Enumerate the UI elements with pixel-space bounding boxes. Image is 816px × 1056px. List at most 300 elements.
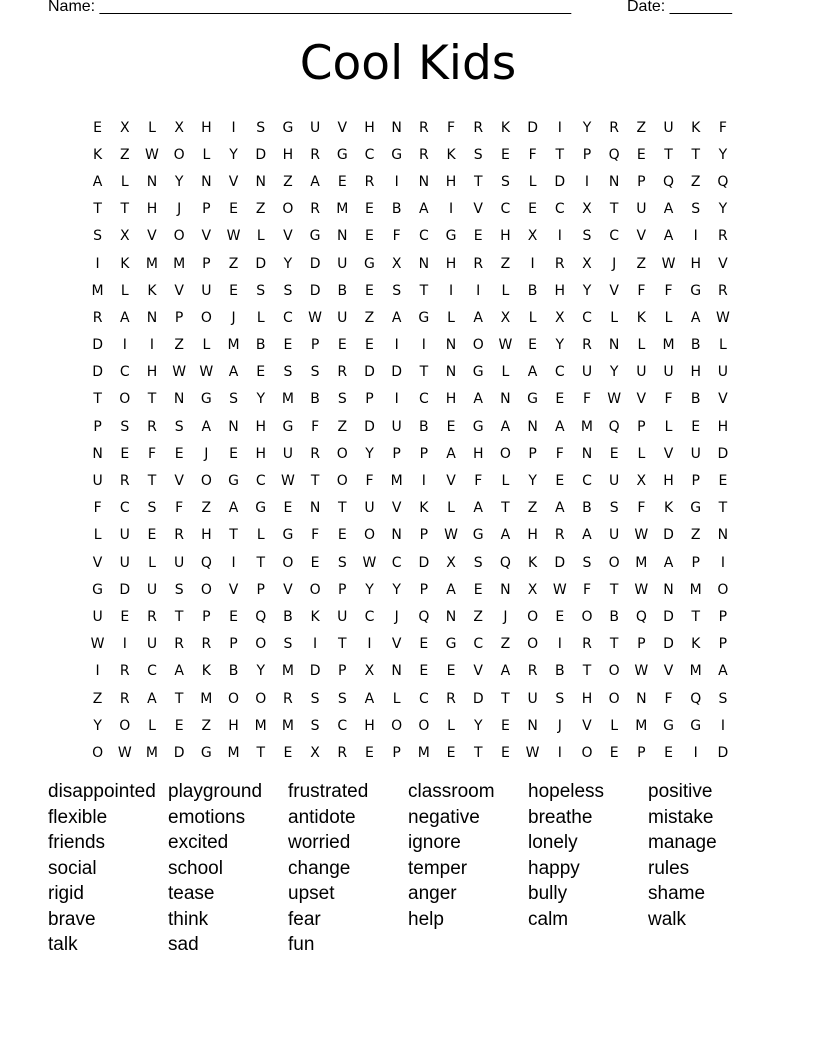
grid-letter[interactable]: C xyxy=(582,309,592,326)
grid-letter[interactable]: D xyxy=(255,255,267,272)
grid-letter[interactable]: U xyxy=(663,364,674,381)
grid-letter[interactable]: P xyxy=(202,255,211,272)
grid-letter[interactable]: C xyxy=(554,201,565,218)
grid-letter[interactable]: U xyxy=(309,119,321,136)
grid-letter[interactable]: M xyxy=(635,554,648,571)
grid-letter[interactable]: V xyxy=(391,500,402,517)
grid-letter[interactable]: S xyxy=(582,228,592,245)
grid-letter[interactable]: A xyxy=(228,364,239,381)
grid-letter[interactable]: U xyxy=(527,690,538,707)
grid-letter[interactable]: I xyxy=(557,119,562,136)
grid-letter[interactable]: R xyxy=(119,663,130,680)
grid-letter[interactable]: H xyxy=(255,445,266,462)
grid-letter[interactable]: P xyxy=(528,445,537,462)
grid-letter[interactable]: C xyxy=(418,391,429,408)
grid-letter[interactable]: Q xyxy=(608,146,620,163)
grid-letter[interactable]: L xyxy=(256,309,265,326)
grid-letter[interactable]: T xyxy=(609,581,619,598)
grid-letter[interactable]: R xyxy=(582,337,592,354)
grid-letter[interactable]: F xyxy=(175,500,184,517)
grid-letter[interactable]: R xyxy=(201,636,212,653)
grid-letter[interactable]: I xyxy=(557,636,562,653)
grid-letter[interactable]: O xyxy=(527,608,539,625)
grid-letter[interactable]: A xyxy=(147,690,157,707)
grid-letter[interactable]: K xyxy=(663,500,674,517)
grid-letter[interactable]: A xyxy=(473,391,483,408)
grid-letter[interactable]: E xyxy=(500,146,510,163)
grid-letter[interactable]: F xyxy=(528,146,537,163)
grid-letter[interactable]: M xyxy=(281,717,294,734)
grid-letter[interactable]: D xyxy=(472,690,484,707)
grid-letter[interactable]: J xyxy=(503,608,508,625)
grid-letter[interactable]: N xyxy=(581,445,593,462)
grid-letter[interactable]: I xyxy=(95,255,100,272)
grid-letter[interactable]: M xyxy=(689,663,702,680)
grid-letter[interactable]: Z xyxy=(174,337,184,354)
grid-letter[interactable]: S xyxy=(283,636,293,653)
grid-letter[interactable]: C xyxy=(473,636,484,653)
grid-letter[interactable]: Z xyxy=(92,690,103,707)
grid-letter[interactable]: H xyxy=(364,717,375,734)
grid-letter[interactable]: I xyxy=(693,228,698,245)
grid-letter[interactable]: O xyxy=(200,473,212,490)
grid-letter[interactable]: D xyxy=(554,173,566,190)
grid-letter[interactable]: Z xyxy=(228,255,239,272)
grid-letter[interactable]: P xyxy=(392,744,401,761)
grid-letter[interactable]: T xyxy=(174,690,184,707)
grid-letter[interactable]: E xyxy=(337,337,347,354)
grid-letter[interactable]: W xyxy=(634,527,649,544)
grid-letter[interactable]: P xyxy=(202,201,211,218)
grid-letter[interactable]: T xyxy=(147,473,157,490)
grid-letter[interactable]: V xyxy=(636,228,647,245)
grid-letter[interactable]: I xyxy=(394,173,399,190)
grid-letter[interactable]: D xyxy=(391,364,403,381)
grid-letter[interactable]: Q xyxy=(255,608,267,625)
grid-letter[interactable]: E xyxy=(446,418,456,435)
grid-letter[interactable]: G xyxy=(255,500,267,517)
grid-letter[interactable]: X xyxy=(554,309,565,326)
grid-letter[interactable]: K xyxy=(201,663,211,680)
grid-letter[interactable]: A xyxy=(446,581,456,598)
grid-letter[interactable]: K xyxy=(691,119,701,136)
grid-letter[interactable]: C xyxy=(582,473,592,490)
grid-letter[interactable]: E xyxy=(283,500,293,517)
grid-letter[interactable]: R xyxy=(473,255,484,272)
grid-letter[interactable]: G xyxy=(200,744,212,761)
grid-letter[interactable]: G xyxy=(336,146,348,163)
grid-letter[interactable]: R xyxy=(554,255,565,272)
grid-letter[interactable]: K xyxy=(120,255,130,272)
grid-letter[interactable]: J xyxy=(557,717,562,734)
grid-letter[interactable]: N xyxy=(418,173,430,190)
grid-letter[interactable]: L xyxy=(719,337,727,354)
grid-letter[interactable]: W xyxy=(280,473,295,490)
grid-letter[interactable]: L xyxy=(120,282,129,299)
grid-letter[interactable]: S xyxy=(691,201,701,218)
grid-letter[interactable]: N xyxy=(608,337,620,354)
grid-letter[interactable]: I xyxy=(394,391,399,408)
grid-letter[interactable]: V xyxy=(337,119,348,136)
grid-letter[interactable]: K xyxy=(93,146,103,163)
grid-letter[interactable]: Q xyxy=(418,608,430,625)
grid-letter[interactable]: U xyxy=(337,255,348,272)
grid-letter[interactable]: M xyxy=(91,282,104,299)
grid-letter[interactable]: G xyxy=(472,418,484,435)
grid-letter[interactable]: O xyxy=(200,309,212,326)
grid-letter[interactable]: E xyxy=(365,201,374,218)
grid-letter[interactable]: B xyxy=(228,663,239,680)
grid-letter[interactable]: Y xyxy=(718,146,728,163)
grid-letter[interactable]: A xyxy=(473,500,483,517)
grid-letter[interactable]: D xyxy=(717,445,729,462)
grid-letter[interactable]: V xyxy=(228,173,239,190)
grid-letter[interactable]: O xyxy=(608,690,620,707)
grid-letter[interactable]: E xyxy=(120,445,130,462)
grid-letter[interactable]: N xyxy=(255,173,266,190)
grid-letter[interactable]: X xyxy=(310,744,320,761)
grid-letter[interactable]: H xyxy=(554,282,566,299)
grid-letter[interactable]: I xyxy=(313,636,318,653)
grid-letter[interactable]: O xyxy=(418,717,430,734)
grid-letter[interactable]: M xyxy=(173,255,186,272)
grid-letter[interactable]: M xyxy=(145,255,159,272)
grid-letter[interactable]: P xyxy=(718,636,728,653)
grid-letter[interactable]: N xyxy=(663,581,674,598)
grid-letter[interactable]: D xyxy=(717,744,729,761)
grid-letter[interactable]: T xyxy=(609,636,619,653)
grid-letter[interactable]: O xyxy=(527,636,539,653)
grid-letter[interactable]: R xyxy=(554,527,565,544)
grid-letter[interactable]: X xyxy=(174,119,184,136)
grid-letter[interactable]: P xyxy=(419,445,429,462)
grid-letter[interactable]: E xyxy=(555,608,565,625)
grid-letter[interactable]: L xyxy=(610,717,619,734)
grid-letter[interactable]: D xyxy=(364,418,375,435)
grid-letter[interactable]: I xyxy=(448,282,454,299)
grid-letter[interactable]: W xyxy=(607,391,622,408)
grid-letter[interactable]: G xyxy=(472,527,484,544)
grid-letter[interactable]: K xyxy=(528,554,538,571)
grid-letter[interactable]: W xyxy=(362,554,377,571)
grid-letter[interactable]: O xyxy=(499,445,511,462)
grid-letter[interactable]: L xyxy=(93,527,102,544)
grid-letter[interactable]: X xyxy=(500,309,511,326)
grid-letter[interactable]: I xyxy=(367,636,372,653)
grid-letter[interactable]: P xyxy=(256,581,265,598)
grid-letter[interactable]: P xyxy=(718,608,728,625)
grid-letter[interactable]: E xyxy=(229,445,238,462)
grid-letter[interactable]: B xyxy=(283,608,293,625)
grid-letter[interactable]: V xyxy=(582,717,592,734)
grid-letter[interactable]: S xyxy=(500,173,510,190)
grid-letter[interactable]: I xyxy=(231,554,236,571)
grid-letter[interactable]: R xyxy=(147,608,157,625)
grid-letter[interactable]: T xyxy=(147,391,157,408)
grid-letter[interactable]: I xyxy=(394,337,399,354)
grid-letter[interactable]: P xyxy=(419,581,429,598)
grid-letter[interactable]: A xyxy=(391,309,402,326)
grid-letter[interactable]: S xyxy=(392,282,402,299)
grid-letter[interactable]: R xyxy=(718,282,728,299)
date-field-label[interactable]: Date: _______ xyxy=(627,0,732,15)
grid-letter[interactable]: L xyxy=(501,473,510,490)
grid-letter[interactable]: H xyxy=(146,364,158,381)
grid-letter[interactable]: R xyxy=(310,445,320,462)
grid-letter[interactable]: W xyxy=(444,527,458,544)
grid-letter[interactable]: O xyxy=(255,690,267,707)
grid-letter[interactable]: I xyxy=(421,473,426,490)
grid-letter[interactable]: T xyxy=(501,500,510,517)
grid-letter[interactable]: X xyxy=(527,581,538,598)
grid-letter[interactable]: D xyxy=(92,337,103,354)
grid-letter[interactable]: R xyxy=(446,690,456,707)
grid-letter[interactable]: T xyxy=(609,201,619,218)
grid-letter[interactable]: S xyxy=(337,391,347,408)
grid-letter[interactable]: L xyxy=(664,418,673,435)
grid-letter[interactable]: R xyxy=(119,473,130,490)
grid-letter[interactable]: A xyxy=(364,690,375,707)
grid-letter[interactable]: H xyxy=(282,146,294,163)
grid-letter[interactable]: E xyxy=(718,473,728,490)
grid-letter[interactable]: T xyxy=(310,473,320,490)
grid-letter[interactable]: R xyxy=(364,173,375,190)
grid-letter[interactable]: T xyxy=(691,146,700,163)
grid-letter[interactable]: I xyxy=(557,228,562,245)
grid-letter[interactable]: U xyxy=(581,364,593,381)
grid-letter[interactable]: E xyxy=(500,744,510,761)
grid-letter[interactable]: E xyxy=(310,554,320,571)
grid-letter[interactable]: L xyxy=(148,717,156,734)
grid-letter[interactable]: T xyxy=(473,744,483,761)
grid-letter[interactable]: K xyxy=(446,146,456,163)
grid-letter[interactable]: U xyxy=(364,500,375,517)
grid-letter[interactable]: R xyxy=(92,309,103,326)
grid-letter[interactable]: Y xyxy=(473,717,483,734)
grid-letter[interactable]: A xyxy=(582,527,592,544)
grid-letter[interactable]: G xyxy=(282,527,294,544)
grid-letter[interactable]: S xyxy=(174,418,184,435)
grid-letter[interactable]: R xyxy=(310,146,320,163)
grid-letter[interactable]: W xyxy=(172,364,187,381)
grid-letter[interactable]: G xyxy=(472,364,484,381)
grid-letter[interactable]: U xyxy=(146,581,158,598)
grid-letter[interactable]: F xyxy=(664,282,673,299)
grid-letter[interactable]: L xyxy=(256,228,265,245)
grid-letter[interactable]: G xyxy=(391,146,403,163)
grid-letter[interactable]: E xyxy=(473,228,483,245)
grid-letter[interactable]: A xyxy=(718,663,728,680)
grid-letter[interactable]: Q xyxy=(717,173,729,190)
grid-letter[interactable]: Q xyxy=(499,554,511,571)
grid-letter[interactable]: E xyxy=(120,608,130,625)
grid-letter[interactable]: D xyxy=(663,608,674,625)
grid-letter[interactable]: N xyxy=(146,173,158,190)
grid-letter[interactable]: F xyxy=(637,282,646,299)
grid-letter[interactable]: Y xyxy=(93,717,102,734)
grid-letter[interactable]: O xyxy=(282,554,294,571)
grid-letter[interactable]: J xyxy=(612,255,617,272)
grid-letter[interactable]: E xyxy=(528,201,538,218)
grid-letter[interactable]: Y xyxy=(528,473,537,490)
grid-letter[interactable]: X xyxy=(527,228,538,245)
grid-letter[interactable]: E xyxy=(365,744,374,761)
grid-letter[interactable]: X xyxy=(364,663,375,680)
grid-letter[interactable]: U xyxy=(717,364,729,381)
grid-letter[interactable]: F xyxy=(93,500,102,517)
name-field-label[interactable]: Name: _____________________________________________________ xyxy=(48,0,572,15)
grid-letter[interactable]: X xyxy=(391,255,402,272)
grid-letter[interactable]: E xyxy=(528,337,538,354)
grid-letter[interactable]: E xyxy=(419,663,429,680)
grid-letter[interactable]: W xyxy=(199,364,214,381)
grid-letter[interactable]: E xyxy=(256,364,266,381)
grid-letter[interactable]: P xyxy=(637,636,646,653)
grid-letter[interactable]: Z xyxy=(527,500,538,517)
grid-letter[interactable]: I xyxy=(584,173,590,190)
grid-letter[interactable]: N xyxy=(228,418,239,435)
grid-letter[interactable]: X xyxy=(582,201,592,218)
grid-letter[interactable]: D xyxy=(173,744,185,761)
grid-letter[interactable]: T xyxy=(419,282,429,299)
grid-letter[interactable]: E xyxy=(147,527,157,544)
grid-letter[interactable]: V xyxy=(283,581,293,598)
grid-letter[interactable]: G xyxy=(418,309,430,326)
grid-letter[interactable]: B xyxy=(554,663,565,680)
grid-letter[interactable]: F xyxy=(311,418,320,435)
grid-letter[interactable]: R xyxy=(174,527,185,544)
grid-letter[interactable]: E xyxy=(229,282,238,299)
grid-letter[interactable]: H xyxy=(255,418,266,435)
grid-letter[interactable]: E xyxy=(365,337,374,354)
grid-letter[interactable]: H xyxy=(690,364,701,381)
grid-letter[interactable]: Y xyxy=(229,146,238,163)
grid-letter[interactable]: J xyxy=(177,201,182,218)
grid-letter[interactable]: V xyxy=(663,663,674,680)
grid-letter[interactable]: U xyxy=(119,527,130,544)
grid-letter[interactable]: S xyxy=(120,418,130,435)
grid-letter[interactable]: S xyxy=(718,690,728,707)
grid-letter[interactable]: H xyxy=(445,391,457,408)
grid-letter[interactable]: D xyxy=(119,581,131,598)
grid-letter[interactable]: S xyxy=(174,581,184,598)
grid-letter[interactable]: E xyxy=(609,744,619,761)
grid-letter[interactable]: F xyxy=(718,119,727,136)
grid-letter[interactable]: Y xyxy=(365,445,374,462)
grid-letter[interactable]: Y xyxy=(256,391,265,408)
grid-letter[interactable]: N xyxy=(146,309,158,326)
grid-letter[interactable]: W xyxy=(552,581,567,598)
grid-letter[interactable]: N xyxy=(418,255,430,272)
grid-letter[interactable]: J xyxy=(231,309,236,326)
grid-letter[interactable]: W xyxy=(525,744,540,761)
grid-letter[interactable]: O xyxy=(363,527,375,544)
grid-letter[interactable]: H xyxy=(201,527,212,544)
grid-letter[interactable]: F xyxy=(392,228,401,245)
grid-letter[interactable]: C xyxy=(391,554,402,571)
grid-letter[interactable]: E xyxy=(691,418,701,435)
grid-letter[interactable]: Z xyxy=(500,636,511,653)
grid-letter[interactable]: C xyxy=(364,146,375,163)
grid-letter[interactable]: N xyxy=(309,500,321,517)
grid-letter[interactable]: U xyxy=(337,309,348,326)
grid-letter[interactable]: H xyxy=(445,255,457,272)
grid-letter[interactable]: G xyxy=(445,636,457,653)
grid-letter[interactable]: U xyxy=(119,554,130,571)
grid-letter[interactable]: I xyxy=(530,255,535,272)
grid-letter[interactable]: E xyxy=(365,282,374,299)
grid-letter[interactable]: G xyxy=(228,473,239,490)
grid-letter[interactable]: L xyxy=(501,282,510,299)
grid-letter[interactable]: S xyxy=(283,364,293,381)
grid-letter[interactable]: C xyxy=(418,228,429,245)
grid-letter[interactable]: F xyxy=(365,473,374,490)
grid-letter[interactable]: A xyxy=(500,527,511,544)
grid-letter[interactable]: E xyxy=(174,445,184,462)
grid-letter[interactable]: G xyxy=(445,228,457,245)
grid-letter[interactable]: Z xyxy=(337,418,348,435)
grid-letter[interactable]: E xyxy=(337,527,347,544)
grid-letter[interactable]: D xyxy=(418,554,430,571)
grid-letter[interactable]: F xyxy=(555,445,564,462)
grid-letter[interactable]: C xyxy=(609,228,620,245)
grid-letter[interactable]: F xyxy=(664,690,673,707)
grid-letter[interactable]: O xyxy=(391,717,403,734)
grid-letter[interactable]: N xyxy=(173,391,185,408)
grid-letter[interactable]: W xyxy=(308,309,323,326)
grid-letter[interactable]: R xyxy=(418,146,429,163)
grid-letter[interactable]: E xyxy=(664,744,673,761)
grid-letter[interactable]: X xyxy=(582,255,592,272)
grid-letter[interactable]: S xyxy=(582,554,592,571)
grid-letter[interactable]: S xyxy=(337,554,347,571)
grid-letter[interactable]: P xyxy=(310,337,320,354)
grid-letter[interactable]: B xyxy=(690,391,701,408)
grid-letter[interactable]: T xyxy=(256,554,265,571)
grid-letter[interactable]: Y xyxy=(718,201,728,218)
grid-letter[interactable]: C xyxy=(418,690,429,707)
grid-letter[interactable]: S xyxy=(93,228,103,245)
grid-letter[interactable]: F xyxy=(582,391,591,408)
grid-letter[interactable]: N xyxy=(445,337,457,354)
grid-letter[interactable]: H xyxy=(201,119,212,136)
grid-letter[interactable]: O xyxy=(92,744,104,761)
grid-letter[interactable]: F xyxy=(664,391,673,408)
grid-letter[interactable]: U xyxy=(609,527,620,544)
grid-letter[interactable]: N xyxy=(527,418,538,435)
grid-letter[interactable]: C xyxy=(500,201,511,218)
grid-letter[interactable]: P xyxy=(365,391,374,408)
grid-letter[interactable]: J xyxy=(204,445,209,462)
grid-letter[interactable]: N xyxy=(445,364,457,381)
grid-letter[interactable]: U xyxy=(92,473,103,490)
grid-letter[interactable]: H xyxy=(472,445,484,462)
grid-letter[interactable]: M xyxy=(200,690,213,707)
grid-letter[interactable]: A xyxy=(554,500,565,517)
grid-letter[interactable]: N xyxy=(717,527,729,544)
grid-letter[interactable]: M xyxy=(635,717,648,734)
grid-letter[interactable]: M xyxy=(145,744,159,761)
grid-letter[interactable]: M xyxy=(227,744,240,761)
grid-letter[interactable]: P xyxy=(338,581,347,598)
grid-letter[interactable]: I xyxy=(95,663,100,680)
grid-letter[interactable]: T xyxy=(93,391,102,408)
grid-letter[interactable]: K xyxy=(691,636,701,653)
grid-letter[interactable]: P xyxy=(691,473,700,490)
grid-letter[interactable]: H xyxy=(527,527,538,544)
grid-letter[interactable]: Y xyxy=(174,173,184,190)
grid-letter[interactable]: S xyxy=(256,119,266,136)
